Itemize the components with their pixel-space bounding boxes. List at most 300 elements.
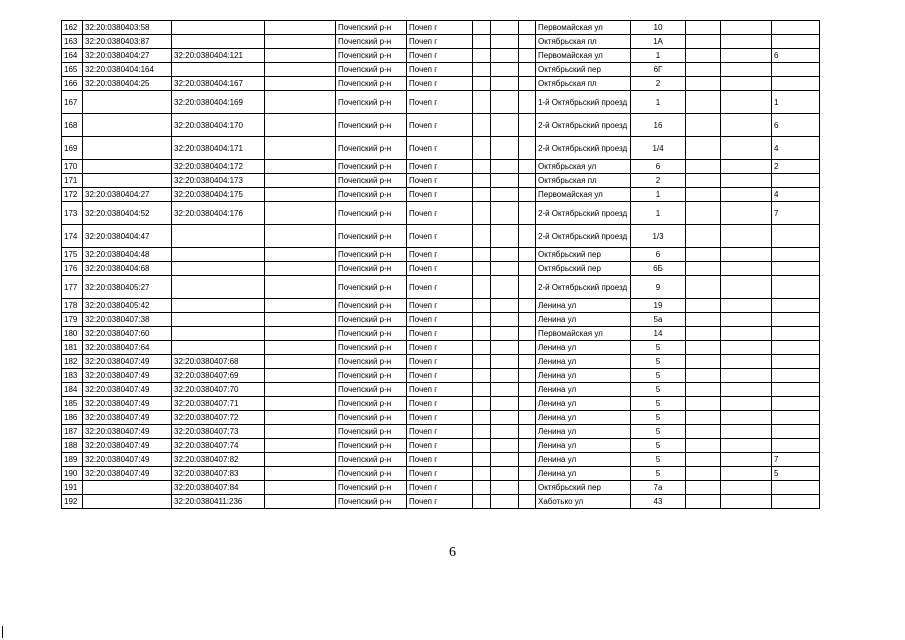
cell-empty (265, 77, 336, 91)
cell-district: Почепский р-н (336, 397, 407, 411)
cell-number: 181 (62, 341, 83, 355)
table-row (62, 439, 820, 453)
cell-empty (721, 495, 772, 509)
cell-empty (519, 225, 536, 248)
cell-empty (265, 439, 336, 453)
cell-cadastral-2 (172, 262, 265, 276)
table-row (62, 262, 820, 276)
cell-empty (491, 355, 519, 369)
cell-empty (265, 327, 336, 341)
cell-cadastral-2: 32:20:0380404:175 (172, 188, 265, 202)
cell-extra (772, 63, 820, 77)
cell-empty (686, 276, 721, 299)
cell-empty (519, 77, 536, 91)
cell-city: Почеп г (407, 383, 473, 397)
cell-empty (491, 439, 519, 453)
cell-empty (473, 383, 491, 397)
table-row (62, 35, 820, 49)
cell-cadastral-2: 32:20:0380404:176 (172, 202, 265, 225)
table-row (62, 453, 820, 467)
cell-street: Октябрьская пл (536, 77, 631, 91)
cell-house: 5 (631, 341, 686, 355)
cell-cadastral-2 (172, 327, 265, 341)
cell-house: 43 (631, 495, 686, 509)
cell-extra (772, 299, 820, 313)
cell-empty (519, 313, 536, 327)
cell-empty (519, 91, 536, 114)
cell-street: Хаботько ул (536, 495, 631, 509)
cell-empty (265, 160, 336, 174)
cell-empty (686, 202, 721, 225)
table-row (62, 63, 820, 77)
cell-number: 186 (62, 411, 83, 425)
cell-empty (265, 341, 336, 355)
cell-cadastral-2 (172, 35, 265, 49)
cell-street: Октябрьская пл (536, 35, 631, 49)
table-row (62, 77, 820, 91)
cell-empty (686, 383, 721, 397)
cell-empty (721, 355, 772, 369)
cell-empty (519, 63, 536, 77)
cell-house: 10 (631, 21, 686, 35)
cell-district: Почепский р-н (336, 327, 407, 341)
cell-cadastral-1: 32:20:0380407:49 (83, 467, 172, 481)
cell-empty (265, 369, 336, 383)
cell-empty (265, 174, 336, 188)
cell-empty (491, 383, 519, 397)
cell-cadastral-2: 32:20:0380404:121 (172, 49, 265, 63)
cell-street: Ленина ул (536, 369, 631, 383)
cell-number: 179 (62, 313, 83, 327)
cell-number: 184 (62, 383, 83, 397)
cell-district: Почепский р-н (336, 276, 407, 299)
cell-empty (519, 481, 536, 495)
cell-cadastral-1: 32:20:0380404:48 (83, 248, 172, 262)
cell-number: 189 (62, 453, 83, 467)
cell-empty (491, 262, 519, 276)
cell-cadastral-2: 32:20:0380411:236 (172, 495, 265, 509)
cell-empty (721, 174, 772, 188)
cell-empty (265, 481, 336, 495)
cell-extra (772, 225, 820, 248)
cell-district: Почепский р-н (336, 137, 407, 160)
cell-empty (686, 63, 721, 77)
cell-house: 5 (631, 467, 686, 481)
cell-empty (265, 225, 336, 248)
cell-house: 5 (631, 383, 686, 397)
table-row (62, 91, 820, 114)
cell-city: Почеп г (407, 114, 473, 137)
cell-empty (265, 137, 336, 160)
cell-street: Ленина ул (536, 383, 631, 397)
cell-empty (491, 481, 519, 495)
cell-city: Почеп г (407, 411, 473, 425)
cell-extra (772, 35, 820, 49)
cell-empty (473, 439, 491, 453)
cell-city: Почеп г (407, 248, 473, 262)
cell-empty (686, 225, 721, 248)
cell-empty (721, 91, 772, 114)
cell-empty (491, 276, 519, 299)
cell-district: Почепский р-н (336, 383, 407, 397)
cell-cadastral-1 (83, 495, 172, 509)
cell-cadastral-1: 32:20:0380407:49 (83, 453, 172, 467)
cell-empty (721, 439, 772, 453)
cell-cadastral-1: 32:20:0380405:42 (83, 299, 172, 313)
cell-empty (721, 397, 772, 411)
cell-number: 172 (62, 188, 83, 202)
cell-empty (491, 495, 519, 509)
table-row (62, 425, 820, 439)
cell-empty (265, 35, 336, 49)
cell-empty (686, 91, 721, 114)
cell-empty (721, 137, 772, 160)
cell-empty (721, 276, 772, 299)
cell-house: 16 (631, 114, 686, 137)
cell-number: 167 (62, 91, 83, 114)
cell-empty (721, 114, 772, 137)
table-row (62, 369, 820, 383)
cell-cadastral-1: 32:20:0380404:68 (83, 262, 172, 276)
cell-district: Почепский р-н (336, 411, 407, 425)
cell-empty (473, 299, 491, 313)
cell-district: Почепский р-н (336, 225, 407, 248)
cell-extra: 1 (772, 91, 820, 114)
cell-empty (519, 453, 536, 467)
cell-cadastral-1: 32:20:0380407:64 (83, 341, 172, 355)
cell-district: Почепский р-н (336, 341, 407, 355)
cell-empty (473, 276, 491, 299)
cell-cadastral-1: 32:20:0380407:49 (83, 383, 172, 397)
cell-cadastral-1: 32:20:0380407:49 (83, 439, 172, 453)
cell-district: Почепский р-н (336, 369, 407, 383)
cell-empty (491, 202, 519, 225)
cell-extra: 7 (772, 202, 820, 225)
cell-empty (491, 467, 519, 481)
cell-empty (473, 91, 491, 114)
cell-empty (265, 202, 336, 225)
table-row (62, 299, 820, 313)
table-row (62, 160, 820, 174)
cell-empty (721, 49, 772, 63)
cell-number: 192 (62, 495, 83, 509)
cell-empty (491, 411, 519, 425)
cell-extra (772, 369, 820, 383)
cell-empty (686, 467, 721, 481)
cell-extra (772, 341, 820, 355)
cell-cadastral-2: 32:20:0380404:173 (172, 174, 265, 188)
cell-empty (519, 383, 536, 397)
cell-cadastral-2 (172, 341, 265, 355)
cell-empty (473, 35, 491, 49)
cell-empty (491, 91, 519, 114)
table-row (62, 341, 820, 355)
cell-empty (686, 160, 721, 174)
cell-street: Октябрьский пер (536, 481, 631, 495)
cell-extra (772, 383, 820, 397)
cell-empty (265, 299, 336, 313)
cell-empty (265, 49, 336, 63)
cell-empty (686, 299, 721, 313)
cell-number: 175 (62, 248, 83, 262)
cell-empty (519, 114, 536, 137)
cell-empty (686, 439, 721, 453)
cell-empty (473, 188, 491, 202)
cell-empty (491, 174, 519, 188)
cell-number: 191 (62, 481, 83, 495)
cell-extra (772, 481, 820, 495)
cell-street: Ленина ул (536, 425, 631, 439)
cell-empty (473, 313, 491, 327)
cell-empty (519, 411, 536, 425)
cell-empty (265, 355, 336, 369)
cell-empty (686, 495, 721, 509)
cell-empty (519, 341, 536, 355)
cell-number: 171 (62, 174, 83, 188)
cell-empty (721, 467, 772, 481)
cell-district: Почепский р-н (336, 202, 407, 225)
cell-street: 2-й Октябрьский проезд (536, 276, 631, 299)
cell-empty (721, 341, 772, 355)
cell-cadastral-1: 32:20:0380405:27 (83, 276, 172, 299)
cell-house: 9 (631, 276, 686, 299)
cell-extra (772, 425, 820, 439)
cell-extra (772, 355, 820, 369)
cell-cadastral-2 (172, 276, 265, 299)
cell-house: 5 (631, 355, 686, 369)
cell-empty (265, 411, 336, 425)
table-row (62, 248, 820, 262)
cell-house: 1 (631, 49, 686, 63)
cell-district: Почепский р-н (336, 248, 407, 262)
cell-empty (473, 174, 491, 188)
cell-house: 5 (631, 439, 686, 453)
cell-empty (519, 369, 536, 383)
cell-street: Октябрьская ул (536, 160, 631, 174)
cell-city: Почеп г (407, 174, 473, 188)
cell-empty (491, 77, 519, 91)
cell-city: Почеп г (407, 225, 473, 248)
cell-city: Почеп г (407, 35, 473, 49)
cell-cadastral-2: 32:20:0380407:71 (172, 397, 265, 411)
cell-empty (686, 137, 721, 160)
table-row (62, 276, 820, 299)
cell-empty (265, 453, 336, 467)
cell-empty (519, 299, 536, 313)
cell-number: 180 (62, 327, 83, 341)
cell-extra: 5 (772, 467, 820, 481)
cell-empty (721, 77, 772, 91)
cell-cadastral-1 (83, 91, 172, 114)
cell-empty (721, 160, 772, 174)
cell-house: 5а (631, 313, 686, 327)
cell-cadastral-1: 32:20:0380404:25 (83, 77, 172, 91)
cell-city: Почеп г (407, 262, 473, 276)
cell-street: Первомайская ул (536, 21, 631, 35)
cell-cadastral-1: 32:20:0380403:58 (83, 21, 172, 35)
cell-empty (473, 327, 491, 341)
cell-empty (265, 21, 336, 35)
cell-cadastral-1: 32:20:0380407:49 (83, 369, 172, 383)
cell-number: 188 (62, 439, 83, 453)
cell-city: Почеп г (407, 425, 473, 439)
cell-number: 187 (62, 425, 83, 439)
cell-empty (721, 225, 772, 248)
cell-street: Ленина ул (536, 397, 631, 411)
cell-empty (491, 35, 519, 49)
cell-empty (491, 299, 519, 313)
cell-extra (772, 397, 820, 411)
cell-street: 1-й Октябрьский проезд (536, 91, 631, 114)
cell-extra (772, 174, 820, 188)
cell-empty (686, 397, 721, 411)
cell-empty (519, 467, 536, 481)
cell-district: Почепский р-н (336, 91, 407, 114)
cell-cadastral-2 (172, 21, 265, 35)
cell-district: Почепский р-н (336, 453, 407, 467)
cell-district: Почепский р-н (336, 495, 407, 509)
table-row (62, 202, 820, 225)
cell-empty (491, 137, 519, 160)
cell-cadastral-1: 32:20:0380407:38 (83, 313, 172, 327)
cell-empty (473, 114, 491, 137)
cell-empty (721, 453, 772, 467)
cell-house: 1 (631, 91, 686, 114)
cell-empty (491, 397, 519, 411)
cell-district: Почепский р-н (336, 49, 407, 63)
cell-cadastral-2: 32:20:0380407:70 (172, 383, 265, 397)
cell-city: Почеп г (407, 202, 473, 225)
cell-house: 14 (631, 327, 686, 341)
cell-cadastral-2: 32:20:0380407:84 (172, 481, 265, 495)
cell-extra: 7 (772, 453, 820, 467)
cell-empty (519, 495, 536, 509)
cell-empty (519, 188, 536, 202)
table-row (62, 481, 820, 495)
cell-city: Почеп г (407, 327, 473, 341)
cell-empty (265, 313, 336, 327)
cell-empty (721, 299, 772, 313)
cell-city: Почеп г (407, 397, 473, 411)
table-row (62, 174, 820, 188)
cell-empty (473, 63, 491, 77)
cell-empty (721, 313, 772, 327)
cell-empty (519, 276, 536, 299)
cell-cadastral-2 (172, 299, 265, 313)
cell-cadastral-2: 32:20:0380404:171 (172, 137, 265, 160)
table-row (62, 327, 820, 341)
cell-house: 5 (631, 397, 686, 411)
cell-extra (772, 313, 820, 327)
cell-city: Почеп г (407, 276, 473, 299)
cell-empty (473, 467, 491, 481)
cell-empty (686, 248, 721, 262)
cell-cadastral-1 (83, 137, 172, 160)
cell-number: 177 (62, 276, 83, 299)
cell-empty (686, 481, 721, 495)
cell-extra: 4 (772, 137, 820, 160)
cell-house: 2 (631, 77, 686, 91)
cell-street: Октябрьская пл (536, 174, 631, 188)
cell-house: 1 (631, 188, 686, 202)
cell-city: Почеп г (407, 299, 473, 313)
cell-empty (686, 77, 721, 91)
cell-number: 169 (62, 137, 83, 160)
cell-empty (491, 453, 519, 467)
table-row (62, 355, 820, 369)
cell-extra (772, 411, 820, 425)
cell-empty (686, 49, 721, 63)
cell-city: Почеп г (407, 341, 473, 355)
cell-empty (519, 35, 536, 49)
cell-empty (265, 188, 336, 202)
cell-house: 1А (631, 35, 686, 49)
cell-empty (473, 369, 491, 383)
table-body (62, 21, 820, 509)
cell-empty (265, 262, 336, 276)
cell-house: 5 (631, 369, 686, 383)
cell-number: 165 (62, 63, 83, 77)
table-row (62, 114, 820, 137)
cell-empty (686, 21, 721, 35)
cell-cadastral-1: 32:20:0380407:49 (83, 425, 172, 439)
cell-number: 162 (62, 21, 83, 35)
cell-extra (772, 439, 820, 453)
cell-extra: 4 (772, 188, 820, 202)
cell-cadastral-1: 32:20:0380407:60 (83, 327, 172, 341)
cell-house: 7а (631, 481, 686, 495)
cell-empty (686, 327, 721, 341)
cell-city: Почеп г (407, 495, 473, 509)
cell-city: Почеп г (407, 369, 473, 383)
cell-cadastral-1: 32:20:0380404:52 (83, 202, 172, 225)
cell-empty (473, 355, 491, 369)
cell-district: Почепский р-н (336, 21, 407, 35)
table-row (62, 397, 820, 411)
cell-empty (473, 77, 491, 91)
cell-empty (491, 327, 519, 341)
cell-empty (519, 262, 536, 276)
cell-house: 1/4 (631, 137, 686, 160)
cell-district: Почепский р-н (336, 160, 407, 174)
cell-house: 6Г (631, 63, 686, 77)
cell-number: 166 (62, 77, 83, 91)
cell-empty (519, 425, 536, 439)
cell-empty (686, 188, 721, 202)
cell-house: 6 (631, 248, 686, 262)
cell-empty (473, 481, 491, 495)
cell-city: Почеп г (407, 188, 473, 202)
cell-empty (473, 453, 491, 467)
cell-cadastral-1: 32:20:0380404:47 (83, 225, 172, 248)
cell-house: 1/3 (631, 225, 686, 248)
cell-number: 190 (62, 467, 83, 481)
cell-empty (473, 248, 491, 262)
cell-street: 2-й Октябрьский проезд (536, 202, 631, 225)
cell-empty (265, 495, 336, 509)
cell-cadastral-2: 32:20:0380407:82 (172, 453, 265, 467)
cell-empty (721, 248, 772, 262)
cell-house: 5 (631, 425, 686, 439)
cell-extra (772, 276, 820, 299)
cell-empty (721, 383, 772, 397)
cell-extra: 6 (772, 49, 820, 63)
cell-empty (519, 439, 536, 453)
cell-cadastral-2: 32:20:0380404:167 (172, 77, 265, 91)
cell-cadastral-1: 32:20:0380404:164 (83, 63, 172, 77)
cell-empty (265, 91, 336, 114)
cell-empty (721, 262, 772, 276)
